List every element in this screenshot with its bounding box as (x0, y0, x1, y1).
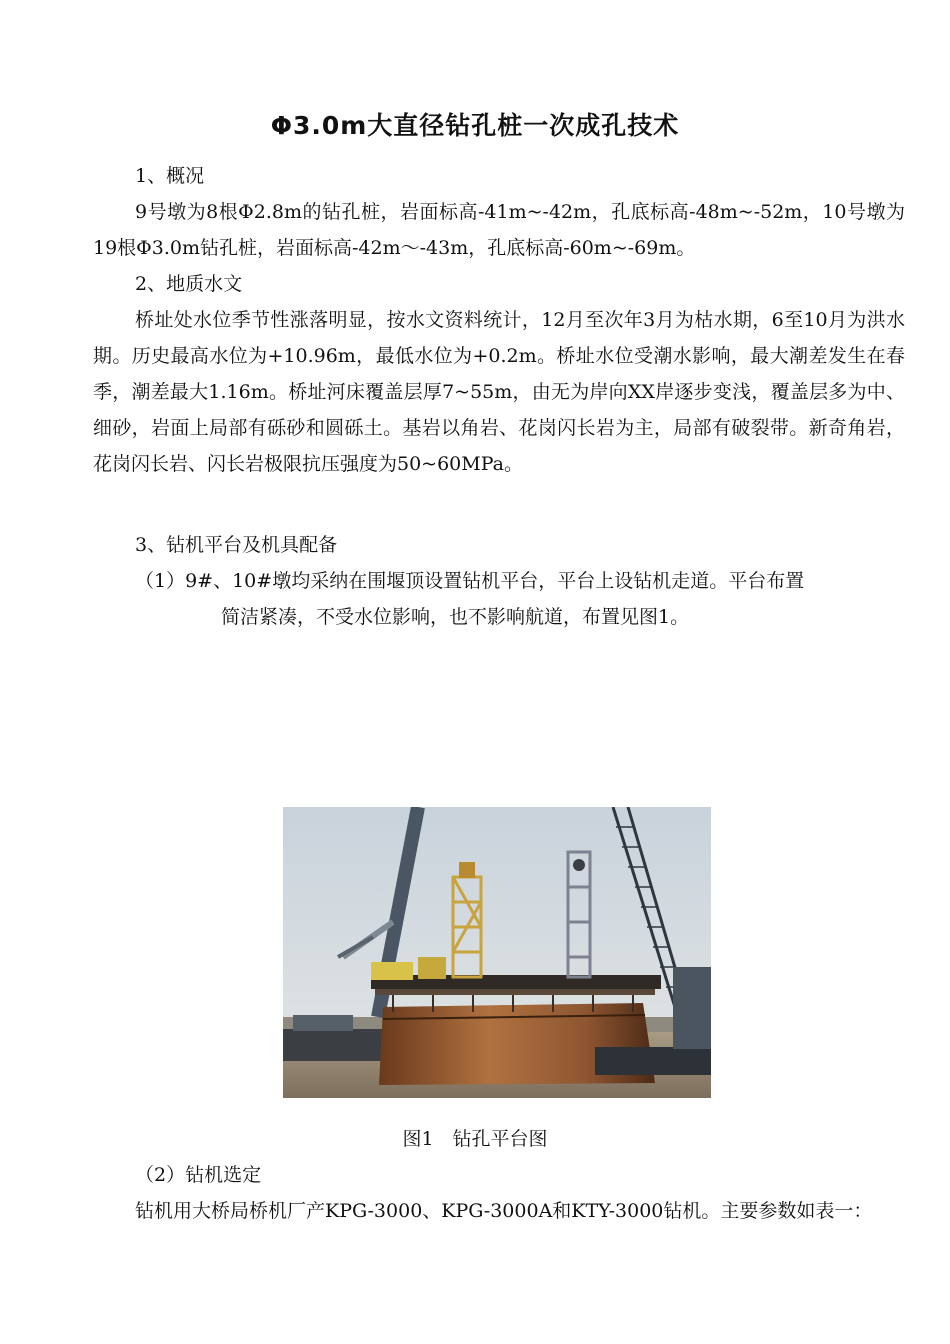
section-2-heading: 2、地质水文 (135, 273, 243, 295)
document-title: Φ3.0m大直径钻孔桩一次成孔技术 (270, 111, 680, 140)
figure-caption: 图1 钻孔平台图 (402, 1128, 548, 1150)
drilling-platform-photo (283, 807, 711, 1098)
section-1-body: 9号墩为8根Φ2.8m的钻孔桩，岩面标高-41m~-42m，孔底标高-48m~-52m，10号墩为19根Φ3.0m钻孔桩，岩面标高-42m～-43m，孔底标高-60m~-69m。 (93, 201, 905, 259)
section-3-item-1 (135, 563, 905, 635)
section-1-heading: 1、概况 (135, 165, 205, 187)
item-1-line-1: （1）9#、10#墩均采纳在围堰顶设置钻机平台，平台上设钻机走道。平台布置 (135, 570, 805, 592)
item-2-body: 钻机用大桥局桥机厂产KPG-3000、KPG-3000A和KTY-3000钻机。主要参数如表一： (135, 1200, 873, 1222)
section-3-heading: 3、钻机平台及机具配备 (135, 534, 338, 556)
item-2-heading: （2）钻机选定 (135, 1164, 262, 1186)
item-1-line-2: 简洁紧凑，不受水位影响，也不影响航道，布置见图1。 (221, 606, 690, 628)
section-2-body: 桥址处水位季节性涨落明显，按水文资料统计，12月至次年3月为枯水期，6至10月为洪水期。历史最高水位为+10.96m，最低水位为+0.2m。桥址水位受潮水影响，最大潮差发生在春季，潮差最大1.16m。桥址河床覆盖层厚7~55m，由无为岸向XX岸逐步变浅，覆盖层多为中、细砂，岩面上局部有砾砂和圆砾土。基岩以角岩、花岗闪长岩为主，局部有破裂带。新奇角岩，花岗闪长岩、闪长岩极限抗压强度为50~60MPa。 (93, 309, 905, 475)
